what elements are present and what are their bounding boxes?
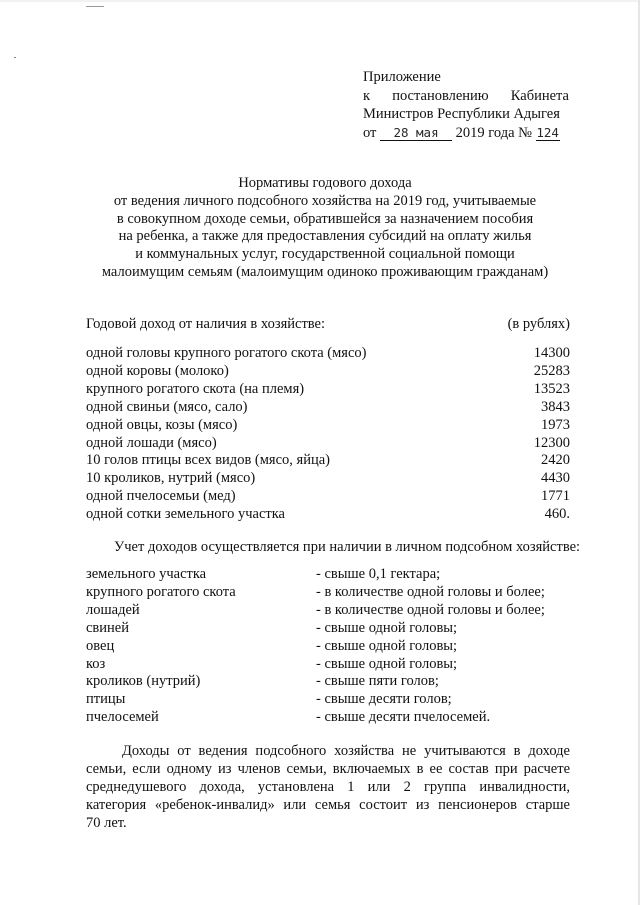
scan-top-edge [0, 0, 640, 2]
income-header [86, 316, 570, 333]
conditions-list [86, 566, 586, 727]
title-line: в совокупном доходе семьи, обратившейся за назначением пособия [116, 210, 534, 227]
income-row: одной лошади (мясо) 12300 [86, 434, 570, 451]
income-list [86, 345, 570, 524]
income-row: одной овцы, козы (мясо) 1973 [86, 416, 570, 433]
condition-row: кроликов (нутрий) - свыше пяти голов; [86, 673, 439, 690]
income-unit: (в рублях) [507, 316, 570, 332]
note-line: среднедушевого дохода, установлена 1 или 2 группа инвалидности, [86, 779, 570, 795]
exemption-note [86, 742, 570, 832]
condition-row: свиней - свыше одной головы; [86, 619, 458, 636]
document-title [60, 175, 590, 282]
income-row: крупного рогатого скота (на племя) 13523 [86, 380, 570, 397]
appendix-line-3: Министров Республики Адыгея [363, 106, 560, 122]
income-row: одной коровы (молоко) 25283 [86, 362, 570, 379]
appendix-header [363, 68, 569, 142]
income-row: одной сотки земельного участка 460. [86, 506, 570, 523]
condition-row: пчелосемей - свыше десяти пчелосемей. [86, 709, 491, 726]
note-line: семьи, если одному из членов семьи, включаемых в ее состав при расчете [86, 761, 570, 777]
income-header-label: Годовой доход от наличия в хозяйстве: [86, 316, 326, 332]
title-line: на ребенка, а также для предоставления субсидий на оплату жилья [118, 228, 532, 245]
income-row: одной пчелосемьи (мед) 1771 [86, 488, 570, 505]
conditions-header: Учет доходов осуществляется при наличии в личном подсобном хозяйстве: [114, 539, 581, 555]
appendix-date-line: от 28 мая 2019 года № 124 [363, 124, 559, 141]
title-line: малоимущим семьям (малоимущим одиноко проживающим гражданам) [101, 263, 549, 280]
income-row: 10 голов птицы всех видов (мясо, яйца) 2420 [86, 452, 570, 469]
condition-row: крупного рогатого скота - в количестве одной головы и более; [86, 583, 545, 600]
title-line: и коммунальных услуг, государственной социальной помощи [135, 246, 515, 263]
note-line: 70 лет. [86, 815, 127, 831]
handwritten-number: 124 [536, 124, 559, 140]
note-line: категория «ребенок-инвалид» или семья состоит из пенсионеров старше [86, 797, 570, 813]
condition-row: птицы - свыше десяти голов; [86, 691, 452, 708]
appendix-title: Приложение [363, 69, 441, 85]
condition-row: коз - свыше одной головы; [86, 655, 458, 672]
scan-speck [14, 57, 16, 58]
income-row: 10 кроликов, нутрий (мясо) 4430 [86, 470, 570, 487]
scan-mark [86, 6, 104, 7]
appendix-line-2: к постановлению Кабинета [363, 87, 569, 104]
condition-row: лошадей - в количестве одной головы и более; [86, 601, 545, 618]
title-line: от ведения личного подсобного хозяйства на 2019 год, учитываемые [113, 192, 537, 209]
handwritten-date: 28 мая [380, 126, 452, 141]
income-row: одной свиньи (мясо, сало) 3843 [86, 398, 570, 415]
income-row: одной головы крупного рогатого скота (мясо) 14300 [86, 345, 570, 361]
note-line: Доходы от ведения подсобного хозяйства не учитываются в доходе [122, 743, 570, 759]
condition-row: земельного участка - свыше 0,1 гектара; [86, 566, 441, 582]
title-line: Нормативы годового дохода [238, 175, 412, 191]
condition-row: овец - свыше одной головы; [86, 637, 458, 654]
